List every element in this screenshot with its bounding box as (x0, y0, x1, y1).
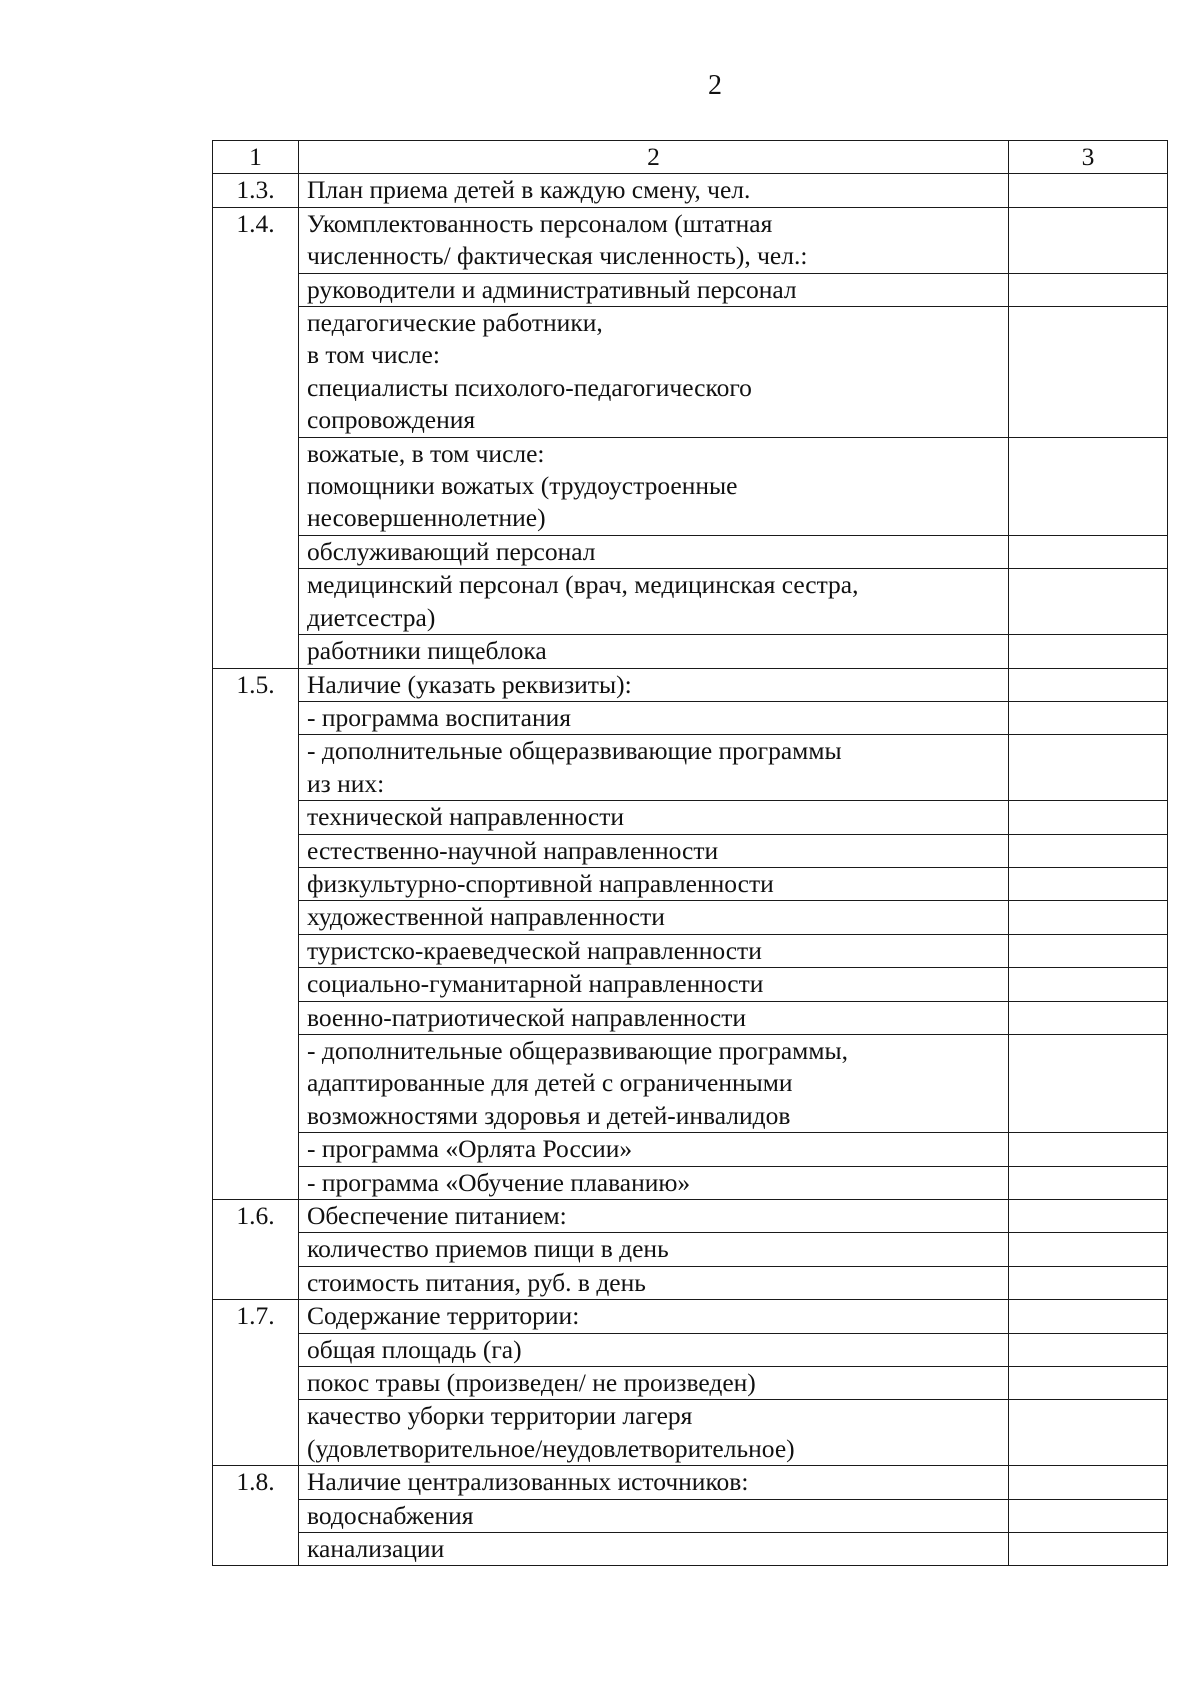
section-number: 1.3. (213, 174, 299, 207)
value-cell[interactable] (1009, 1001, 1168, 1034)
item-label (299, 207, 1009, 273)
table-row (213, 668, 1168, 701)
table-header-row (213, 141, 1168, 174)
item-text-line: художественной направленности (307, 902, 665, 932)
item-text-line: стоимость питания, руб. в день (307, 1267, 646, 1297)
table-row (213, 1034, 1168, 1132)
item-text-line: помощники вожатых (трудоустроенные (307, 471, 738, 501)
item-label (299, 735, 1009, 801)
value-cell[interactable] (1009, 1233, 1168, 1266)
item-text-line: физкультурно-спортивной направленности (307, 868, 774, 898)
item-text-line: покос травы (произведен/ не произведен) (307, 1368, 756, 1398)
item-text-line: работники пищеблока (307, 636, 547, 666)
table-row (213, 207, 1168, 273)
value-cell[interactable] (1009, 635, 1168, 668)
item-text-line: специалисты психолого-педагогического (307, 372, 752, 402)
value-cell[interactable] (1009, 1499, 1168, 1532)
table-row (213, 1367, 1168, 1400)
table-row (213, 834, 1168, 867)
item-text-line: Укомплектованность персоналом (штатная (307, 208, 773, 238)
item-label (299, 1166, 1009, 1199)
item-text-line: в том числе: (307, 340, 440, 370)
item-text-line: медицинский персонал (врач, медицинская сестра, (307, 570, 859, 600)
item-label (299, 668, 1009, 701)
table-row (213, 1533, 1168, 1566)
item-label (299, 1466, 1009, 1499)
value-cell[interactable] (1009, 1300, 1168, 1333)
item-text-line: туристско-краеведческой направленности (307, 935, 762, 965)
item-label (299, 437, 1009, 535)
item-label (299, 635, 1009, 668)
item-label (299, 1333, 1009, 1366)
item-text-line: План приема детей в каждую смену, чел. (307, 175, 751, 205)
table-row (213, 437, 1168, 535)
section-number: 1.7. (213, 1300, 299, 1466)
item-text-line: социально-гуманитарной направленности (307, 969, 764, 999)
item-label (299, 1233, 1009, 1266)
value-cell[interactable] (1009, 569, 1168, 635)
item-text-line: водоснабжения (307, 1500, 474, 1530)
value-cell[interactable] (1009, 834, 1168, 867)
item-text-line: диетсестра) (307, 602, 436, 632)
item-text-line: руководители и административный персонал (307, 274, 797, 304)
item-label (299, 307, 1009, 438)
section-number: 1.4. (213, 207, 299, 668)
value-cell[interactable] (1009, 437, 1168, 535)
item-text-line: обслуживающий персонал (307, 536, 596, 566)
value-cell[interactable] (1009, 1266, 1168, 1299)
table-row (213, 1499, 1168, 1532)
item-text-line: возможностями здоровья и детей-инвалидов (307, 1100, 791, 1130)
value-cell[interactable] (1009, 801, 1168, 834)
item-text-line: сопровождения (307, 405, 476, 435)
item-label (299, 1367, 1009, 1400)
item-label (299, 901, 1009, 934)
item-text-line: из них: (307, 768, 385, 798)
item-label (299, 1266, 1009, 1299)
item-text-line: общая площадь (га) (307, 1334, 522, 1364)
item-text-line: - дополнительные общеразвивающие программы, (307, 1035, 848, 1065)
value-cell[interactable] (1009, 1367, 1168, 1400)
item-text-line: вожатые, в том числе: (307, 438, 545, 468)
table-row (213, 934, 1168, 967)
item-text-line: численность/ фактическая численность), чел.: (307, 241, 808, 271)
value-cell[interactable] (1009, 901, 1168, 934)
table-row (213, 1466, 1168, 1499)
item-label (299, 1133, 1009, 1166)
item-text-line: технической направленности (307, 802, 625, 832)
item-text-line: канализации (307, 1534, 445, 1564)
item-text-line: адаптированные для детей с ограниченными (307, 1068, 793, 1098)
item-text-line: педагогические работники, (307, 308, 603, 338)
value-cell[interactable] (1009, 1533, 1168, 1566)
table-row (213, 1400, 1168, 1466)
item-text-line: - программа «Обучение плаванию» (307, 1167, 691, 1197)
item-text-line: - программа воспитания (307, 702, 571, 732)
table-row (213, 1233, 1168, 1266)
value-cell[interactable] (1009, 1333, 1168, 1366)
value-cell[interactable] (1009, 968, 1168, 1001)
item-text-line: - программа «Орлята России» (307, 1134, 633, 1164)
table-row (213, 901, 1168, 934)
header-cell-1: 1 (213, 141, 299, 174)
table-row (213, 1001, 1168, 1034)
value-cell[interactable] (1009, 1166, 1168, 1199)
value-cell[interactable] (1009, 1200, 1168, 1233)
item-text-line: Наличие централизованных источников: (307, 1467, 749, 1497)
table-row (213, 1300, 1168, 1333)
value-cell[interactable] (1009, 867, 1168, 900)
table-row (213, 535, 1168, 568)
item-label (299, 934, 1009, 967)
value-cell[interactable] (1009, 934, 1168, 967)
table-row (213, 174, 1168, 207)
item-text-line: качество уборки территории лагеря (307, 1401, 693, 1431)
table-row (213, 569, 1168, 635)
table-row (213, 1133, 1168, 1166)
value-cell[interactable] (1009, 174, 1168, 207)
item-text-line: (удовлетворительное/неудовлетворительное) (307, 1433, 795, 1463)
item-label (299, 273, 1009, 306)
value-cell[interactable] (1009, 1400, 1168, 1466)
data-table (212, 140, 1168, 1566)
item-text-line: - дополнительные общеразвивающие программы (307, 736, 842, 766)
item-label (299, 174, 1009, 207)
item-text-line: количество приемов пищи в день (307, 1234, 669, 1264)
table-body (213, 141, 1168, 1566)
item-text-line: естественно-научной направленности (307, 835, 719, 865)
item-label (299, 569, 1009, 635)
table-row (213, 735, 1168, 801)
header-cell-2: 2 (299, 141, 1009, 174)
value-cell[interactable] (1009, 273, 1168, 306)
item-label (299, 834, 1009, 867)
table-row (213, 701, 1168, 734)
item-label (299, 1533, 1009, 1566)
item-label (299, 867, 1009, 900)
table-row (213, 307, 1168, 438)
value-cell[interactable] (1009, 307, 1168, 438)
value-cell[interactable] (1009, 701, 1168, 734)
item-label (299, 1400, 1009, 1466)
value-cell[interactable] (1009, 735, 1168, 801)
item-label (299, 1300, 1009, 1333)
item-label (299, 801, 1009, 834)
item-text-line: несовершеннолетние) (307, 503, 546, 533)
table-row (213, 1166, 1168, 1199)
item-label (299, 1001, 1009, 1034)
table-row (213, 1333, 1168, 1366)
page-number: 2 (708, 70, 722, 101)
value-cell[interactable] (1009, 1466, 1168, 1499)
table-row (213, 801, 1168, 834)
value-cell[interactable] (1009, 1133, 1168, 1166)
item-text-line: военно-патриотической направленности (307, 1002, 746, 1032)
section-number: 1.8. (213, 1466, 299, 1566)
item-text-line: Наличие (указать реквизиты): (307, 669, 632, 699)
item-label (299, 1034, 1009, 1132)
item-text-line: Обеспечение питанием: (307, 1201, 567, 1230)
item-label (299, 1200, 1009, 1233)
table-row (213, 968, 1168, 1001)
item-label (299, 701, 1009, 734)
item-label (299, 1499, 1009, 1532)
item-label (299, 535, 1009, 568)
value-cell[interactable] (1009, 1034, 1168, 1132)
header-cell-3: 3 (1009, 141, 1168, 174)
item-text-line: Содержание территории: (307, 1301, 580, 1331)
value-cell[interactable] (1009, 207, 1168, 273)
table-row (213, 867, 1168, 900)
table-row (213, 635, 1168, 668)
section-number: 1.5. (213, 668, 299, 1200)
section-number: 1.6. (213, 1200, 299, 1300)
table-row (213, 273, 1168, 306)
table-row (213, 1200, 1168, 1233)
value-cell[interactable] (1009, 535, 1168, 568)
table-row (213, 1266, 1168, 1299)
item-label (299, 968, 1009, 1001)
value-cell[interactable] (1009, 668, 1168, 701)
